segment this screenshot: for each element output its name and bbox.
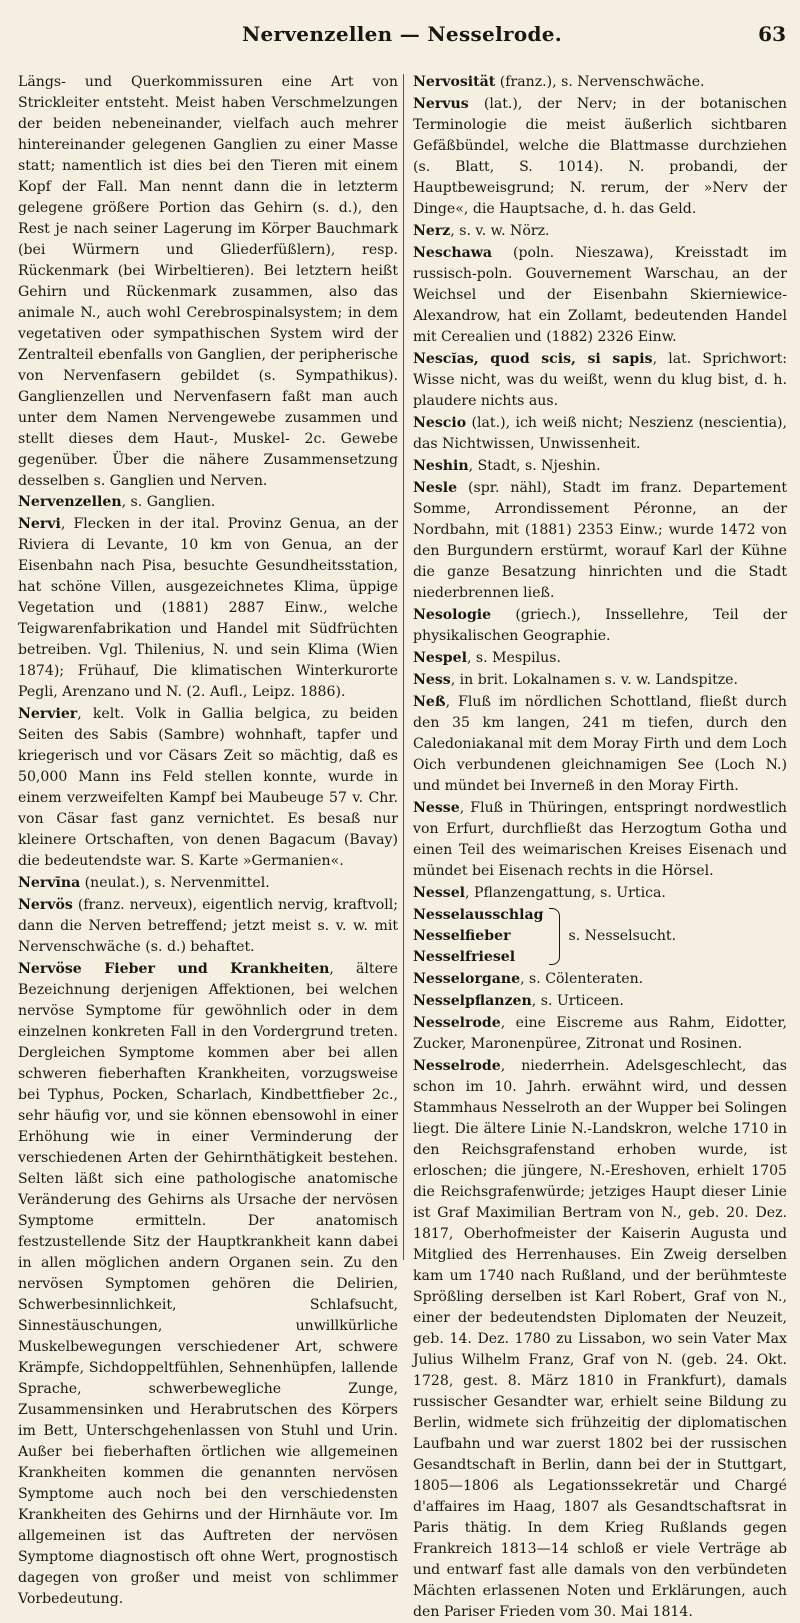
entry-lemma: Nervier xyxy=(18,706,78,722)
entry-text: (franz.), s. Nervenschwäche. xyxy=(495,74,705,90)
entry-text: , Stadt, s. Njeshin. xyxy=(468,458,601,474)
dictionary-entry xyxy=(413,605,787,647)
entry-text: (griech.), Inssellehre, Teil der physikalischen Geographie. xyxy=(413,607,787,644)
dictionary-entry xyxy=(413,243,787,348)
entry-lemma: Nervi xyxy=(18,516,61,532)
entry-lemma: Neß xyxy=(413,694,446,710)
entry-text: (neulat.), s. Nervenmittel. xyxy=(80,875,270,891)
entry-text: , kelt. Volk in Gallia belgica, zu beiden Seiten des Sabis (Sambre) wohnhaft, tapfer und kriegerisch und vor Cäsars Zeit so mächtig, daß es 50,000 Mann ins Feld stellen konnte, wurde in einem verzweifelten Kampf bei Maubeuge 57 v. Chr. von Cäsar fast ganz vernichtet. Es besaß nur kleinere Ortschaften, von denen Bagacum (Bavay) die bedeutendste war. S. Karte »Germanien«. xyxy=(18,706,398,869)
entry-lemma: Nervöse Fieber und Krankheiten xyxy=(18,961,330,977)
entry-text: , in brit. Lokalnamen s. v. w. Landspitze. xyxy=(450,672,738,688)
dictionary-entry xyxy=(413,692,787,797)
entry-lemma: Nespel xyxy=(413,650,467,666)
entry-lemma: Nesselrode xyxy=(413,1058,501,1074)
dictionary-entry xyxy=(413,883,787,904)
entry-text: , ältere Bezeichnung derjenigen Affektionen, bei welchen nervöse Symptome für gewöhnlich oder in dem einzelnen konkreten Fall in den Vordergrund treten. Dergleichen Symptome kommen aber bei allen schweren fieberhaften Krankheiten, vorzugsweise bei Typhus, Pocken, Scharlach, Kindbettfieber 2c., sehr häufig vor, und sie können ebensowohl in einer Erhöhung wie in einer Verminderung der verschiedenen Arten der Gehirnthätigkeit bestehen. Selten läßt sich eine pathologische anatomische Veränderung des Gehirns als Ursache der nervösen Symptome ermitteln. Der anatomisch festzustellende Sitz der Hauptkrankheit kann dabei in allen möglichen andern Organen sein. Zu den nervösen Symptomen gehören die Delirien, Schwerbesinnlichkeit, Schlafsucht, Sinnestäuschungen, unwillkürliche Muskelbewegungen verschiedener Art, schwere Krämpfe, Sichdoppeltfühlen, Sehnenhüpfen, lallende Sprache, schwerbewegliche Zunge, Zusammensinken und Herabrutschen des Körpers im Bett, Unterschgehenlassen von Stuhl und Urin. Außer bei fieberhaften örtlichen wie allgemeinen Krankheiten kommen die genannten nervösen Symptome auch noch bei den verschiedensten Krankheiten des Gehirns und der Hirnhäute vor. Im allgemeinen ist das Auftreten der nervösen Symptome diagnostisch oft ohne Wert, prognostisch dagegen von großer und meist von schlimmer Vorbedeutung. xyxy=(18,961,398,1607)
entry-text: (franz. nerveux), eigentlich nervig, kraftvoll; dann die Nerven betreffend; jetzt meist s. v. w. mit Nervenschwäche (s. d.) behaftet. xyxy=(18,897,398,955)
entry-text: , s. Cölenteraten. xyxy=(520,971,644,987)
entry-lemma: Nescĭas, quod scis, si sapis xyxy=(413,351,653,367)
dictionary-entry xyxy=(413,969,787,990)
entry-lemma: Nesselrode xyxy=(413,1015,501,1031)
dictionary-entry xyxy=(413,1013,787,1055)
right-column xyxy=(413,72,788,1620)
dictionary-entry xyxy=(18,704,398,872)
dictionary-entry xyxy=(18,492,398,513)
entry-text: , Fluß in Thüringen, entspringt nordwestlich von Erfurt, durchfließt das Herzogtum Gotha und einen Teil des weimarischen Kreises Eisenach und mündet bei Eisenach rechts in die Hörsel. xyxy=(413,800,787,879)
dictionary-entry xyxy=(413,478,787,604)
entry-text: , Pflanzengattung, s. Urtica. xyxy=(465,885,666,901)
entry-text: , s. Urticeen. xyxy=(531,993,624,1009)
dictionary-entry xyxy=(413,456,787,477)
entry-lemma: Nervīna xyxy=(18,875,81,891)
entry-lemma: Nerz xyxy=(413,223,451,239)
page-header xyxy=(18,22,786,62)
dictionary-entry xyxy=(413,670,787,691)
dictionary-entry xyxy=(18,959,398,1610)
entry-lemma: Nescio xyxy=(413,415,467,431)
entry-text: , s. Mespilus. xyxy=(466,650,561,666)
column-divider xyxy=(403,74,404,1260)
entry-text: , s. v. w. Nörz. xyxy=(450,223,550,239)
entry-text: , s. Ganglien. xyxy=(121,494,216,510)
entry-text: , lat. Sprichwort: Wisse nicht, was du weißt, wenn du klug bist, d. h. plaudere nichts aus. xyxy=(413,351,788,409)
group-lemma: Nesselausschlag xyxy=(413,907,544,923)
dictionary-entry xyxy=(413,349,787,412)
running-head: Nervenzellen — Nesselrode. xyxy=(241,22,563,46)
dictionary-entry xyxy=(413,413,787,455)
group-lemma: Nesselfieber xyxy=(413,928,511,944)
group-reference: s. Nesselsucht. xyxy=(568,928,677,944)
entry-lemma: Nervus xyxy=(413,96,469,112)
entry-text: (lat.), ich weiß nicht; Neszienz (nescientia), das Nichtwissen, Unwissenheit. xyxy=(413,415,787,452)
entry-lemma: Ness xyxy=(413,672,451,688)
group-lemma: Nesselfriesel xyxy=(413,949,516,965)
dictionary-entry xyxy=(413,648,787,669)
dictionary-entry xyxy=(413,221,787,242)
entry-lemma: Nervosität xyxy=(413,74,496,90)
dictionary-entry xyxy=(413,991,787,1012)
entry-text: (lat.), der Nerv; in der botanischen Terminologie die meist äußerlich sichtbaren Gefäßbündel, welche die Blattmasse durchziehen (s. Blatt, S. 1014). N. probandi, der Hauptbeweisgrund; N. rerum, der »Nerv der Dinge«, die Hauptsache, d. h. das Geld. xyxy=(413,96,787,217)
entry-lemma: Neshin xyxy=(413,458,469,474)
entry-text: , Flecken in der ital. Provinz Genua, an der Riviera di Levante, 10 km von Genua, an der Eisenbahn nach Pisa, besuchte Gesundheitsstation, hat schöne Villen, ausgezeichnetes Klima, üppige Vegetation und (1881) 2887 Einw., welche Teigwarenfabrikation und Handel mit Südfrüchten betreiben. Vgl. Thilenius, N. und sein Klima (Wien 1874); Frühauf, Die klimatischen Winterkurorte Pegli, Arenzano und N. (2. Aufl., Leipz. 1886). xyxy=(18,516,398,700)
continuation-text: Längs- und Querkommissuren eine Art von Strickleiter entsteht. Meist haben Verschmelzungen der beiden nebeneinander, vielfach auch mehrer hintereinander gelegenen Ganglien zu einer Masse statt; namentlich ist dies bei den Tieren mit einem Kopf der Fall. Man nennt dann die in letzterm gelegene größere Portion das Gehirn (s. d.), den Rest je nach seiner Lagerung im Körper Bauchmark (bei Würmern und Gliederfüßlern), resp. Rückenmark (bei Wirbeltieren). Bei letztern heißt Gehirn und Rückenmark zusammen, also das animale N., auch wohl Cerebrospinalsystem; in dem vegetativen oder sympathischen System wird der Zentralteil ebenfalls von Ganglien, der peripherische von Nervenfasern gebildet (s. Sympathikus). Ganglienzellen und Nervenfasern faßt man auch unter dem Namen Nervengewebe zusammen und stellt dieses dem Haut-, Muskel- 2c. Gewebe gegenüber. Über die nähere Zusammensetzung desselben s. Ganglien und Nerven. xyxy=(18,74,398,489)
dictionary-entry xyxy=(18,895,398,958)
entry-lemma: Nessel xyxy=(413,885,466,901)
entry-lemma: Nesselorgane xyxy=(413,971,521,987)
nessel-group xyxy=(413,905,787,968)
brace-icon xyxy=(549,908,560,965)
dictionary-entry xyxy=(413,1056,787,1623)
entry-lemma: Neschawa xyxy=(413,245,493,261)
dictionary-entry xyxy=(18,514,398,703)
entry-text: , Fluß im nördlichen Schottland, fließt durch den 35 km langen, 241 m tiefen, durch den Caledoniakanal mit dem Moray Firth und dem Loch Oich verbundenen gleichnamigen See (Loch N.) und mündet bei Inverneß in den Moray Firth. xyxy=(413,694,787,794)
entry-text: , niederrhein. Adelsgeschlecht, das schon im 10. Jahrh. erwähnt wird, und dessen Stammhaus Nesselroth an der Wupper bei Solingen liegt. Die ältere Linie N.-Landskron, welche 1710 in den Reichsgrafenstand erhoben wurde, ist erloschen; die jüngere, N.-Ereshoven, erhielt 1705 die Reichsgrafenwürde; jetziges Haupt dieser Linie ist Graf Maximilian Bertram von N., geb. 20. Dez. 1817, Oberhofmeister der Kaiserin Augusta und Mitglied des Herrenhauses. Ein Zweig derselben kam um 1740 nach Rußland, und der berühmteste Sprößling derselben ist Karl Robert, Graf von N., einer der bedeutendsten Diplomaten der Neuzeit, geb. 14. Dez. 1780 zu Lissabon, wo sein Vater Max Julius Wilhelm Franz, Graf von N. (geb. 24. Okt. 1728, gest. 8. März 1810 in Frankfurt), damals russischer Gesandter war, erhielt seine Bildung zu Berlin, widmete sich frühzeitig der diplomatischen Laufbahn und war zuerst 1802 bei der russischen Gesandtschaft in Berlin, dann bei der in Stuttgart, 1805—1806 als Legationssekretär und Chargé d'affaires im Haag, 1807 als Gesandtschaftsrat in Paris thätig. In dem Krieg Rußlands gegen Frankreich 1813—14 schloß er viele Verträge ab und entwarf fast alle damals von den verbündeten Mächten erlassenen Noten und Erklärungen, auch den Pariser Frieden vom 30. Mai 1814. xyxy=(413,1058,787,1620)
left-column xyxy=(18,72,398,1607)
entry-text: (spr. nähl), Stadt im franz. Departement Somme, Arrondissement Péronne, an der Nordbahn, mit (1881) 2353 Einw.; wurde 1472 von den Burgundern erstürmt, worauf Karl der Kühne die ganze Besatzung hinrichten und die Stadt niederbrennen ließ. xyxy=(413,480,787,601)
dictionary-entry xyxy=(18,873,398,894)
entry-lemma: Nesle xyxy=(413,480,458,496)
entry-lemma: Nervenzellen xyxy=(18,494,122,510)
entry-lemma: Nesologie xyxy=(413,607,492,623)
entry-lemma: Nervös xyxy=(18,897,73,913)
dictionary-entry xyxy=(413,72,787,93)
dictionary-entry xyxy=(413,94,787,220)
entry-text: (poln. Nieszawa), Kreisstadt im russisch-poln. Gouvernement Warschau, an der Weichsel und der Eisenbahn Skierniewice-Alexandrow, hat ein Zollamt, bedeutenden Handel mit Cerealien und (1882) 2326 Einw. xyxy=(413,245,787,345)
page-number: 63 xyxy=(758,22,786,46)
entry-lemma: Nesse xyxy=(413,800,460,816)
entry-text: , eine Eiscreme aus Rahm, Eidotter, Zucker, Maronenpüree, Zitronat und Rosinen. xyxy=(413,1015,787,1052)
dictionary-entry xyxy=(413,798,787,882)
entry-lemma: Nesselpflanzen xyxy=(413,993,532,1009)
group-lemmas xyxy=(413,905,543,968)
